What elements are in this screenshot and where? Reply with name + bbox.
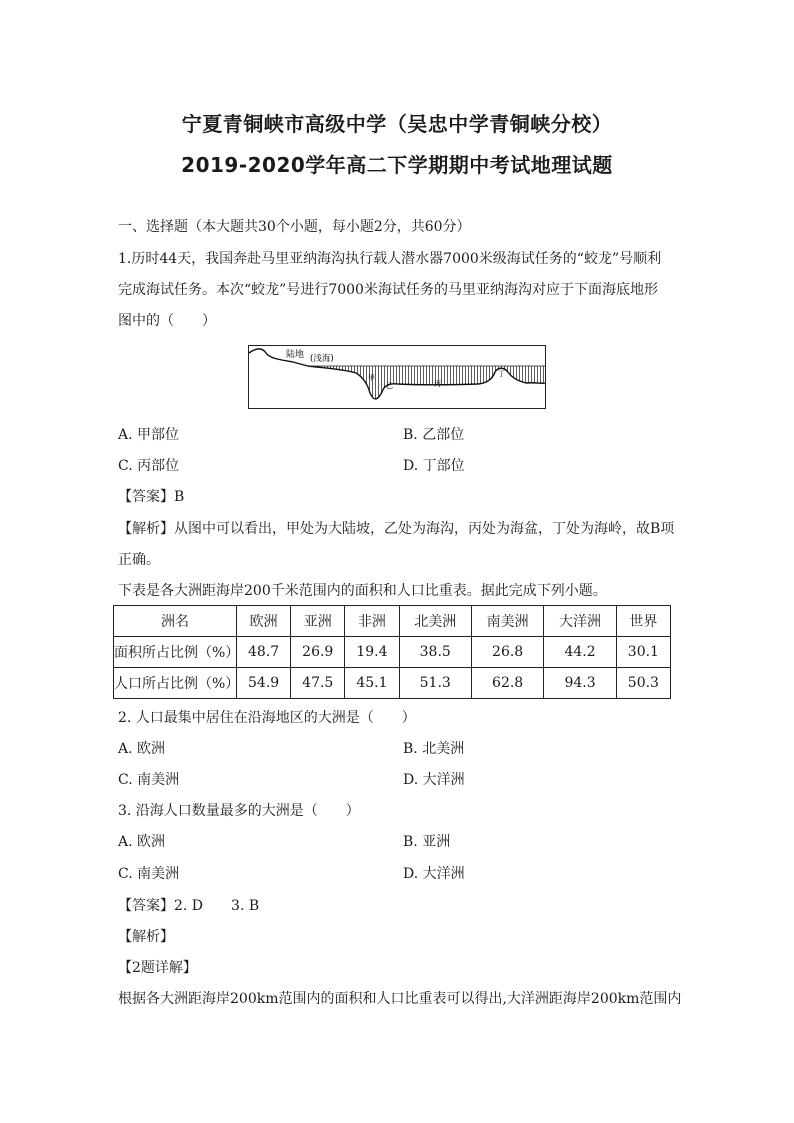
q1-option-a: A. 甲部位 xyxy=(118,427,180,443)
table-row xyxy=(114,637,671,668)
title-line-2: 2019-2020学年高二下学期期中考试地理试题 xyxy=(181,153,613,177)
table-header-cell: 洲名 xyxy=(114,606,237,637)
q2-detail-heading: 【2题详解】 xyxy=(118,960,197,976)
q3-option-c: C. 南美洲 xyxy=(118,866,180,882)
table-cell: 38.5 xyxy=(399,637,471,668)
q2-option-d: D. 大洋洲 xyxy=(403,772,465,788)
table-cell: 面积所占比例（%） xyxy=(114,637,237,668)
q1-answer: 【答案】B xyxy=(118,489,185,505)
table-cell: 45.1 xyxy=(345,668,399,699)
table-cell: 19.4 xyxy=(345,637,399,668)
table-cell: 47.5 xyxy=(291,668,345,699)
table-cell: 62.8 xyxy=(471,668,543,699)
table-cell: 26.9 xyxy=(291,637,345,668)
table-cell: 44.2 xyxy=(544,637,616,668)
label-bing: 丙 xyxy=(434,380,441,388)
q1-analysis-line-2: 正确。 xyxy=(118,552,160,568)
table-header-cell: 大洋洲 xyxy=(544,606,616,637)
label-ding: 丁 xyxy=(498,370,505,378)
table-cell: 人口所占比例（%） xyxy=(114,668,237,699)
q3-option-d: D. 大洋洲 xyxy=(403,866,465,882)
label-land: 陆地 xyxy=(286,350,305,360)
q2-option-c: C. 南美洲 xyxy=(118,772,180,788)
table-header-cell: 世界 xyxy=(616,606,670,637)
section-heading: 一、选择题（本大题共30个小题，每小题2分，共60分） xyxy=(118,219,471,235)
q3-option-b: B. 亚洲 xyxy=(403,834,451,850)
table-cell: 26.8 xyxy=(471,637,543,668)
label-jia: 甲 xyxy=(368,374,375,382)
q1-stem-line-3: 图中的（ ） xyxy=(118,313,216,329)
analysis-heading: 【解析】 xyxy=(118,929,174,945)
table-header-cell: 欧洲 xyxy=(237,606,291,637)
table-cell: 48.7 xyxy=(237,637,291,668)
label-yi: 乙 xyxy=(386,382,393,390)
continent-coastal-table xyxy=(113,605,671,699)
table-cell: 51.3 xyxy=(399,668,471,699)
q1-analysis-line-1: 【解析】从图中可以看出，甲处为大陆坡，乙处为海沟，丙处为海盆，丁处为海岭，故B项 xyxy=(118,521,675,537)
q3-stem: 3. 沿海人口数量最多的大洲是（ ） xyxy=(118,803,360,819)
q3-option-a: A. 欧洲 xyxy=(118,834,166,850)
q1-stem-line-2: 完成海试任务。本次“蛟龙”号进行7000米海试任务的马里亚纳海沟对应于下面海底地形 xyxy=(118,282,658,298)
title-line-1: 宁夏青铜峡市高级中学（吴忠中学青铜峡分校） xyxy=(181,112,613,136)
table-header-cell: 北美洲 xyxy=(399,606,471,637)
table-header-row xyxy=(114,606,671,637)
q2-stem: 2. 人口最集中居住在沿海地区的大洲是（ ） xyxy=(118,710,416,726)
label-shallow: (浅海) xyxy=(310,354,334,364)
q1-option-c: C. 丙部位 xyxy=(118,458,180,474)
answer-2-3: 【答案】2. D 3. B xyxy=(118,898,260,914)
q2-option-a: A. 欧洲 xyxy=(118,741,166,757)
seafloor-profile-figure xyxy=(248,345,546,409)
q2-option-b: B. 北美洲 xyxy=(403,741,465,757)
q1-option-d: D. 丁部位 xyxy=(403,458,465,474)
q1-option-b: B. 乙部位 xyxy=(403,427,465,443)
table-cell: 94.3 xyxy=(544,668,616,699)
q2-detail-line-1: 根据各大洲距海岸200km范围内的面积和人口比重表可以得出,大洋洲距海岸200km范围内 xyxy=(118,991,682,1007)
table-row xyxy=(114,668,671,699)
table-cell: 54.9 xyxy=(237,668,291,699)
table-header-cell: 亚洲 xyxy=(291,606,345,637)
table-cell: 50.3 xyxy=(616,668,670,699)
table-header-cell: 非洲 xyxy=(345,606,399,637)
q1-stem-line-1: 1.历时44天，我国奔赴马里亚纳海沟执行载人潜水器7000米级海试任务的“蛟龙”号顺利 xyxy=(118,251,662,267)
seafloor-profile-svg xyxy=(248,345,546,409)
table-intro: 下表是各大洲距海岸200千米范围内的面积和人口比重表。据此完成下列小题。 xyxy=(118,583,607,599)
table-cell: 30.1 xyxy=(616,637,670,668)
table-header-cell: 南美洲 xyxy=(471,606,543,637)
